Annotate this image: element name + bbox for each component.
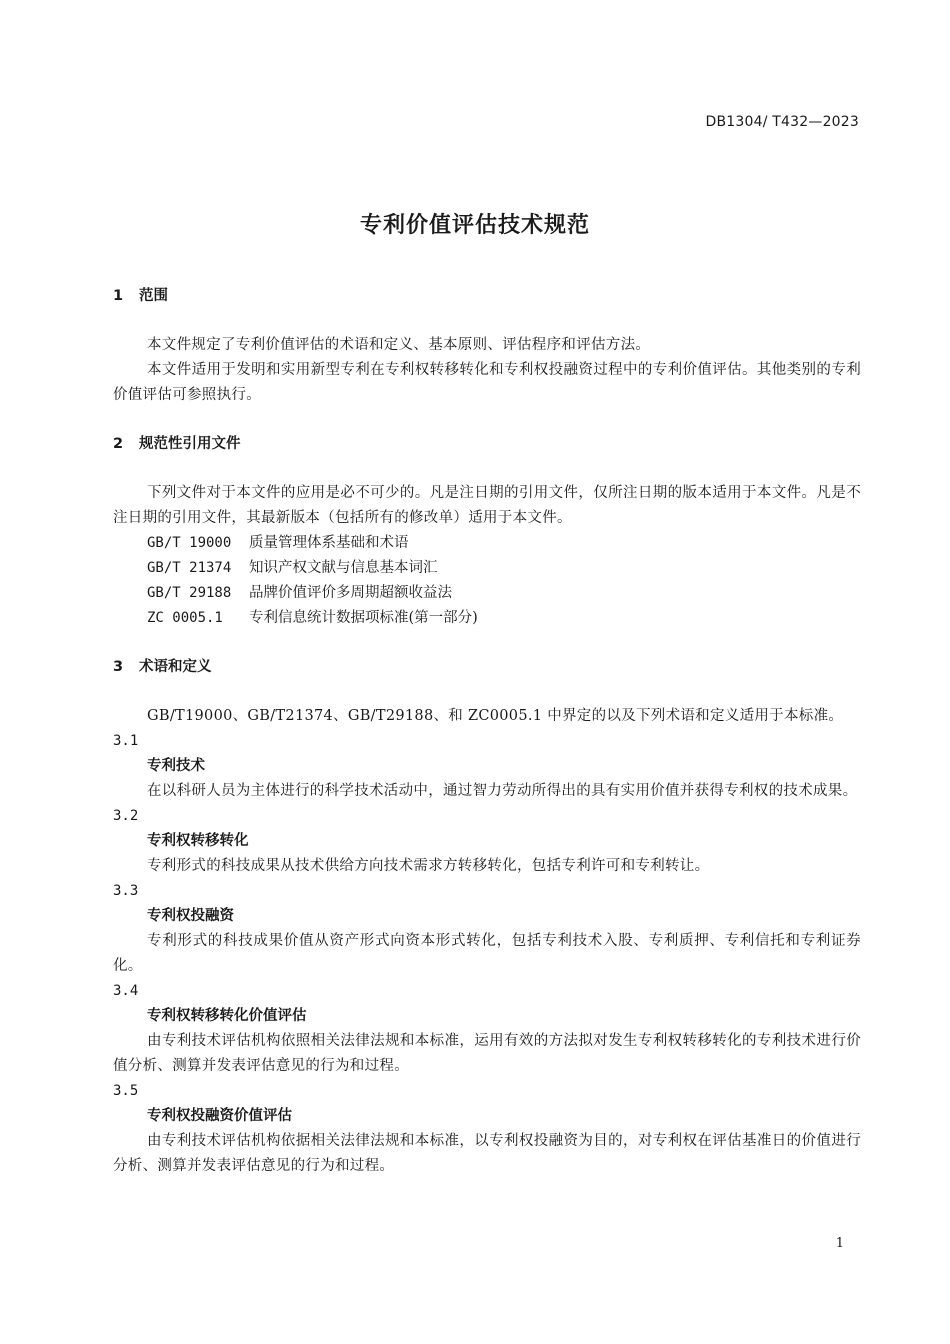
term-number: 3.2	[113, 808, 139, 824]
reference-code: ZC 0005.1	[147, 610, 223, 626]
section-heading-normative-references	[113, 432, 861, 457]
terms-intro: GB/T19000、GB/T21374、GB/T29188、和 ZC0005.1 中界定的以及下列术语和定义适用于本标准。	[147, 708, 844, 724]
reference-item	[113, 531, 861, 556]
term-number: 3.3	[113, 883, 139, 899]
scope-paragraph-1: 本文件规定了专利价值评估的术语和定义、基本原则、评估程序和评估方法。	[147, 337, 651, 353]
section-title: 范围	[139, 288, 168, 304]
reference-code: GB/T 29188	[147, 585, 232, 601]
term-name: 专利权投融资价值评估	[147, 1108, 292, 1124]
section-number: 2	[113, 436, 124, 452]
scope-paragraph-2: 本文件适用于发明和实用新型专利在专利权转移转化和专利权投融资过程中的专利价值评估。其他类别的专利价值评估可参照执行。	[113, 362, 861, 403]
reference-item	[113, 556, 861, 581]
term-definition: 由专利技术评估机构依据相关法律法规和本标准，以专利权投融资为目的，对专利权在评估基准日的价值进行分析、测算并发表评估意见的行为和过程。	[113, 1133, 861, 1174]
term-name: 专利技术	[147, 758, 205, 774]
term-number: 3.5	[113, 1083, 139, 1099]
section-title: 规范性引用文件	[139, 436, 241, 452]
document-code: DB1304/ T432—2023	[705, 114, 859, 130]
section-number: 1	[113, 288, 124, 304]
term-number: 3.4	[113, 983, 139, 999]
document-title: 专利价值评估技术规范	[359, 213, 590, 238]
term-name: 专利权投融资	[147, 908, 234, 924]
section-title: 术语和定义	[139, 659, 212, 675]
reference-item	[113, 606, 861, 631]
term-number: 3.1	[113, 733, 139, 749]
reference-code: GB/T 21374	[147, 560, 232, 576]
term-name: 专利权转移转化	[147, 833, 249, 849]
term-name: 专利权转移转化价值评估	[147, 1008, 307, 1024]
reference-name: 专利信息统计数据项标准(第一部分)	[249, 610, 478, 626]
reference-item	[113, 581, 861, 606]
section-heading-scope	[113, 284, 861, 309]
section-heading-terms-definitions	[113, 655, 861, 680]
reference-name: 品牌价值评价多周期超额收益法	[249, 585, 452, 601]
reference-name: 知识产权文献与信息基本词汇	[249, 560, 438, 576]
term-definition: 专利形式的科技成果从技术供给方向技术需求方转移转化，包括专利许可和专利转让。	[147, 858, 710, 874]
reference-code: GB/T 19000	[147, 535, 232, 551]
document-body	[113, 284, 861, 1179]
reference-name: 质量管理体系基础和术语	[249, 535, 409, 551]
section-number: 3	[113, 659, 124, 675]
term-definition: 专利形式的科技成果价值从资产形式向资本形式转化，包括专利技术入股、专利质押、专利信托和专利证券化。	[113, 933, 861, 974]
term-definition: 在以科研人员为主体进行的科学技术活动中，通过智力劳动所得出的具有实用价值并获得专利权的技术成果。	[147, 783, 858, 799]
page-number: 1	[835, 1236, 844, 1251]
references-intro: 下列文件对于本文件的应用是必不可少的。凡是注日期的引用文件，仅所注日期的版本适用于本文件。凡是不注日期的引用文件，其最新版本（包括所有的修改单）适用于本文件。	[113, 485, 861, 526]
term-definition: 由专利技术评估机构依照相关法律法规和本标准，运用有效的方法拟对发生专利权转移转化的专利技术进行价值分析、测算并发表评估意见的行为和过程。	[113, 1033, 861, 1074]
